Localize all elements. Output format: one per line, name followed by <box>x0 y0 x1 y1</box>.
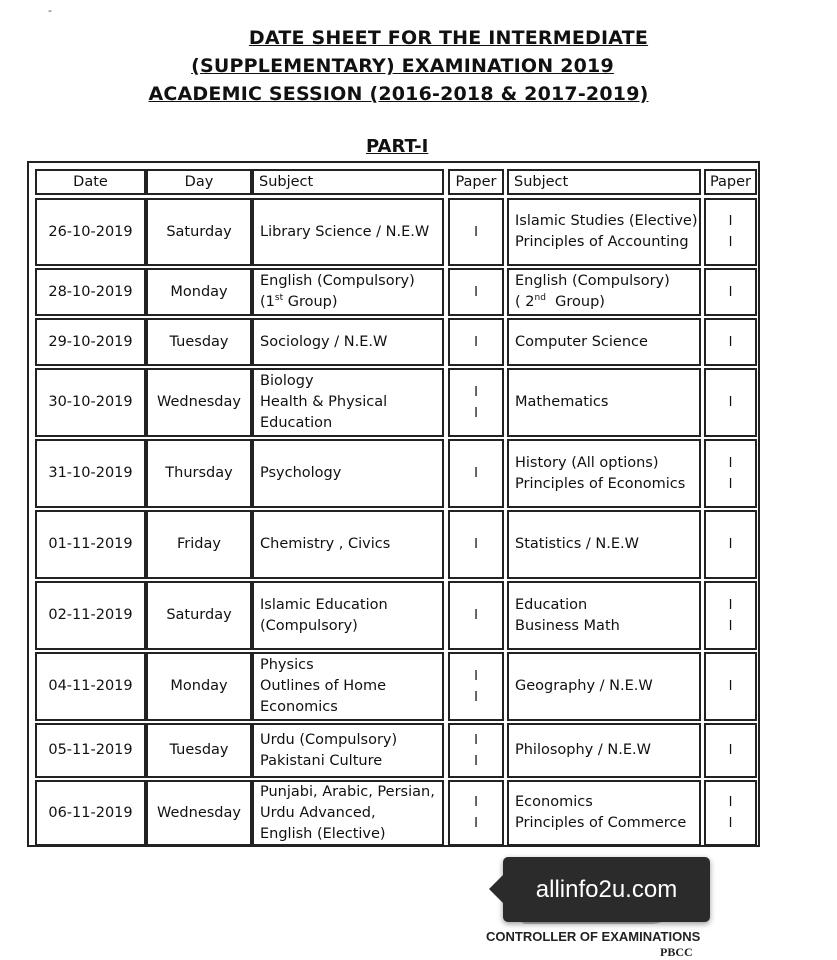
header-day: Day <box>146 169 252 195</box>
header-subject-2: Subject <box>507 169 701 195</box>
subject-1-cell <box>252 268 444 316</box>
paper-number: I <box>474 753 478 769</box>
paper-2-cell <box>704 581 757 650</box>
date-cell: 28-10-2019 <box>35 268 146 316</box>
paper-number: I <box>728 618 733 634</box>
date-cell: 01-11-2019 <box>35 510 146 579</box>
subject-lines <box>260 595 388 637</box>
subject-1-cell <box>252 198 444 266</box>
subject-line: English (Elective) <box>260 825 386 842</box>
group-prefix: (1 <box>260 294 275 310</box>
paper-number: I <box>728 679 733 694</box>
date-cell: 04-11-2019 <box>35 652 146 721</box>
group-line <box>515 292 670 313</box>
paper-2-cell <box>704 439 757 508</box>
heading-line-1: DATE SHEET FOR THE INTERMEDIATE <box>248 27 649 49</box>
subject-lines <box>260 730 397 772</box>
subject-line: Principles of Commerce <box>515 815 687 831</box>
subject-2-cell <box>507 510 701 579</box>
subject-2-cell <box>507 723 701 778</box>
signatory-title: CONTROLLER OF EXAMINATIONS <box>486 929 701 944</box>
subject-line: Pakistani Culture <box>260 752 383 769</box>
header-paper-2: Paper <box>704 169 757 195</box>
group-suffix: Group) <box>283 294 338 310</box>
date-cell: 06-11-2019 <box>35 780 146 846</box>
subject-lines <box>260 782 435 845</box>
paper-2-cell <box>704 723 757 778</box>
subject-lines <box>260 463 341 484</box>
subject-2-cell <box>507 368 701 437</box>
paper-1-cell <box>448 368 504 437</box>
date-cell: 30-10-2019 <box>35 368 146 437</box>
subject-line: Urdu (Compulsory) <box>260 731 398 748</box>
subject-lines <box>515 211 698 253</box>
paper-number: I <box>728 214 733 229</box>
subject-line: Principles of Economics <box>515 475 686 492</box>
day-cell: Saturday <box>146 581 252 650</box>
group-ordinal: nd <box>534 293 546 304</box>
subject-line: English (Compulsory) <box>515 273 670 289</box>
subject-1-cell <box>252 652 444 721</box>
subject-line: Library Science / N.E.W <box>260 223 430 240</box>
paper-1-cell <box>448 652 504 721</box>
paper-1-cell <box>448 318 504 366</box>
subject-lines <box>515 792 686 834</box>
day-cell: Thursday <box>146 439 252 508</box>
heading-line-3: ACADEMIC SESSION (2016-2018 & 2017-2019) <box>148 83 649 105</box>
subject-lines <box>260 271 415 313</box>
subject-line: Psychology <box>260 465 342 481</box>
subject-1-cell <box>252 510 444 579</box>
subject-line: Education <box>515 596 588 613</box>
day-cell: Wednesday <box>146 368 252 437</box>
paper-2-cell <box>704 318 757 366</box>
date-cell: 29-10-2019 <box>35 318 146 366</box>
paper-number: I <box>728 743 733 758</box>
paper-number: I <box>728 795 733 810</box>
subject-1-cell <box>252 368 444 437</box>
subject-line: Health & Physical <box>260 394 388 410</box>
paper-1-cell <box>448 268 504 316</box>
subject-line: Mathematics <box>515 394 609 410</box>
subject-line: English (Compulsory) <box>260 273 415 289</box>
paper-number: I <box>728 455 733 471</box>
paper-number: I <box>728 816 733 831</box>
subject-1-cell <box>252 723 444 778</box>
date-cell: 02-11-2019 <box>35 581 146 650</box>
paper-number: I <box>474 537 478 552</box>
subject-line: Physics <box>260 657 314 673</box>
day-cell: Monday <box>146 268 252 316</box>
subject-lines <box>515 453 685 495</box>
subject-line: Punjabi, Arabic, Persian, <box>260 783 435 800</box>
group-prefix: ( 2 <box>515 294 535 310</box>
paper-2-cell <box>704 652 757 721</box>
subject-line: Geography / N.E.W <box>515 678 653 694</box>
paper-number: I <box>474 816 478 831</box>
subject-line: Chemistry , Civics <box>260 536 391 552</box>
subject-line: Biology <box>260 373 314 389</box>
paper-number: I <box>474 732 478 748</box>
part-title: PART-I <box>366 136 429 157</box>
paper-1-cell <box>448 723 504 778</box>
paper-1-cell <box>448 439 504 508</box>
subject-line: Economics <box>260 699 338 715</box>
paper-number: I <box>474 334 478 350</box>
subject-1-cell <box>252 439 444 508</box>
paper-2-cell <box>704 198 757 266</box>
subject-1-cell <box>252 780 444 846</box>
subject-lines <box>260 332 387 353</box>
subject-lines <box>515 392 608 413</box>
subject-line: Computer Science <box>515 333 648 350</box>
day-cell: Saturday <box>146 198 252 266</box>
subject-2-cell <box>507 318 701 366</box>
header-paper-1: Paper <box>448 169 504 195</box>
subject-2-cell <box>507 268 701 316</box>
subject-2-cell <box>507 439 701 508</box>
paper-1-cell <box>448 780 504 846</box>
paper-2-cell <box>704 510 757 579</box>
subject-lines <box>260 534 390 555</box>
subject-line: Principles of Accounting <box>515 234 689 250</box>
watermark-badge: allinfo2u.com <box>503 857 710 922</box>
header-subject-1: Subject <box>252 169 444 195</box>
paper-number: I <box>474 608 478 623</box>
group-suffix: Group) <box>545 294 605 310</box>
day-cell: Monday <box>146 652 252 721</box>
subject-lines <box>260 655 386 718</box>
day-cell: Tuesday <box>146 723 252 778</box>
subject-line: Outlines of Home <box>260 678 387 694</box>
subject-line: Philosophy / N.E.W <box>515 742 651 758</box>
subject-lines <box>515 332 648 353</box>
subject-line: Urdu Advanced, <box>260 804 376 821</box>
subject-1-cell <box>252 581 444 650</box>
date-cell: 05-11-2019 <box>35 723 146 778</box>
paper-number: I <box>474 466 478 481</box>
subject-2-cell <box>507 581 701 650</box>
paper-2-cell <box>704 780 757 846</box>
paper-number: I <box>474 384 478 400</box>
paper-2-cell <box>704 268 757 316</box>
paper-number: I <box>728 597 733 613</box>
group-ordinal: st <box>274 293 284 304</box>
subject-2-cell <box>507 198 701 266</box>
subject-line: Business Math <box>515 617 620 634</box>
paper-number: I <box>728 476 733 492</box>
subject-lines <box>515 271 670 313</box>
subject-lines <box>515 595 620 637</box>
day-cell: Wednesday <box>146 780 252 846</box>
subject-lines <box>515 676 653 697</box>
subject-lines <box>260 222 429 243</box>
paper-2-cell <box>704 368 757 437</box>
heading-line-2: (SUPPLEMENTARY) EXAMINATION 2019 <box>191 55 614 77</box>
subject-line: Education <box>260 415 333 431</box>
date-sheet-table <box>27 161 760 847</box>
subject-line: Statistics / N.E.W <box>515 536 639 552</box>
paper-number: I <box>728 537 733 552</box>
date-cell: 31-10-2019 <box>35 439 146 508</box>
subject-lines <box>515 534 639 555</box>
subject-2-cell <box>507 652 701 721</box>
subject-line: Islamic Education <box>260 596 388 613</box>
paper-number: I <box>474 689 478 705</box>
paper-number: I <box>474 668 478 684</box>
subject-lines <box>260 371 387 434</box>
subject-line: Islamic Studies (Elective) <box>515 213 698 229</box>
paper-number: I <box>728 395 733 410</box>
day-cell: Tuesday <box>146 318 252 366</box>
day-cell: Friday <box>146 510 252 579</box>
date-cell: 26-10-2019 <box>35 198 146 266</box>
subject-line: (Compulsory) <box>260 617 358 634</box>
subject-line: Economics <box>515 794 593 810</box>
paper-1-cell <box>448 510 504 579</box>
page-mark: - <box>48 4 52 17</box>
paper-number: I <box>728 334 733 350</box>
paper-number: I <box>474 795 478 810</box>
header-date: Date <box>35 169 146 195</box>
subject-line: Sociology / N.E.W <box>260 333 388 350</box>
paper-number: I <box>474 284 478 300</box>
subject-lines <box>515 740 651 761</box>
paper-number: I <box>474 224 478 240</box>
group-line <box>260 292 415 313</box>
board-name: PBCC <box>660 945 693 959</box>
paper-1-cell <box>448 198 504 266</box>
subject-1-cell <box>252 318 444 366</box>
paper-number: I <box>728 284 733 300</box>
subject-2-cell <box>507 780 701 846</box>
subject-line: History (All options) <box>515 454 659 471</box>
paper-number: I <box>474 405 478 421</box>
paper-1-cell <box>448 581 504 650</box>
paper-number: I <box>728 235 733 250</box>
